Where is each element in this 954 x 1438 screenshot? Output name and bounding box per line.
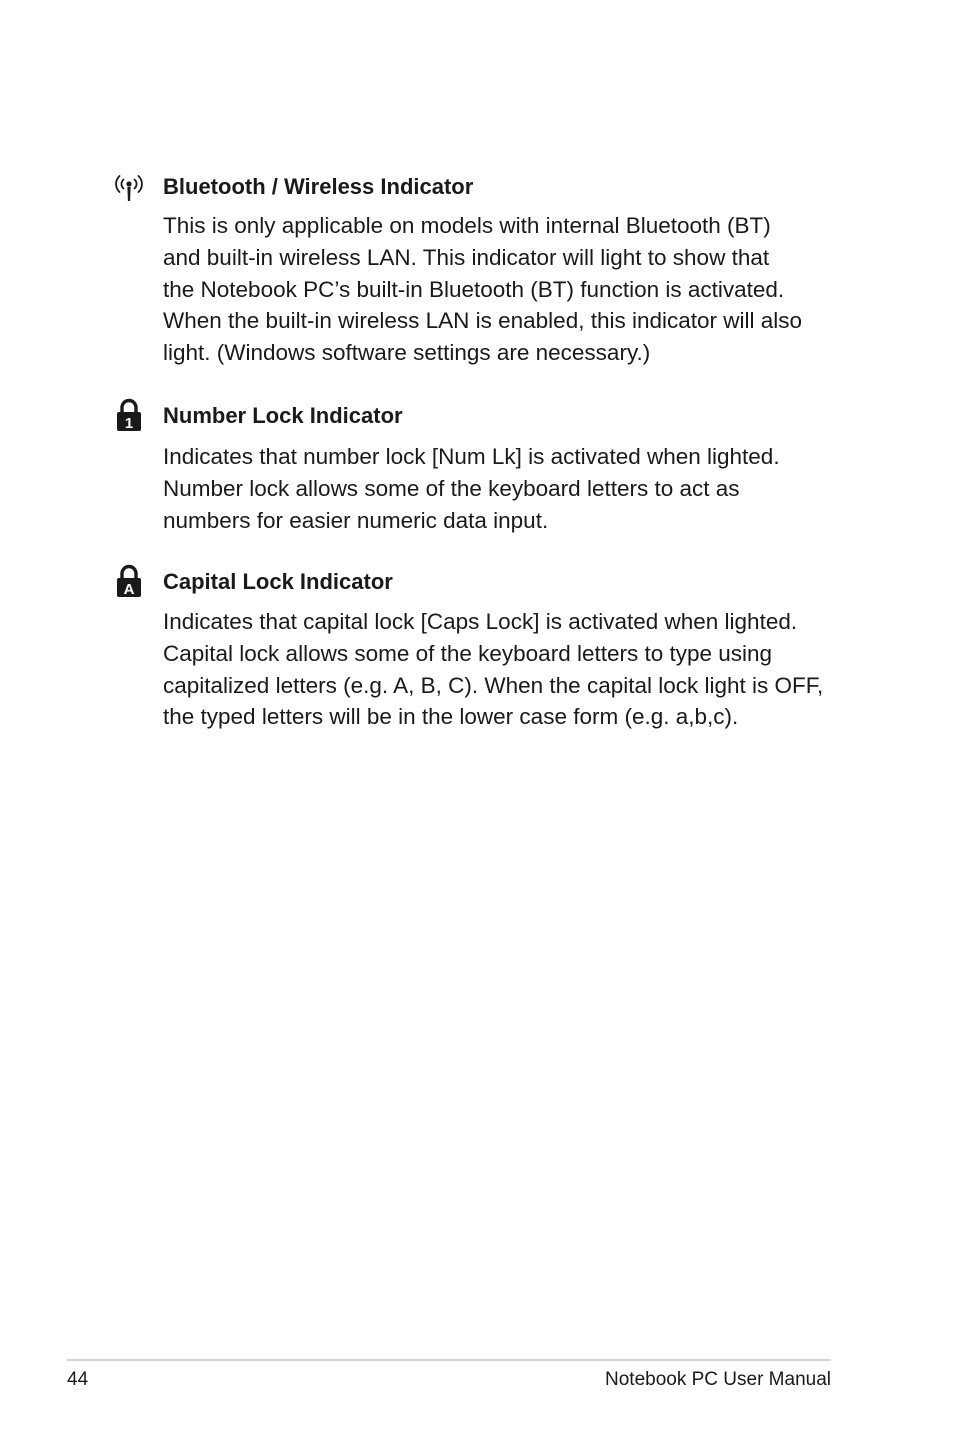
section-title: Bluetooth / Wireless Indicator — [163, 174, 474, 199]
text-line: and built-in wireless LAN. This indicator will light to show that — [163, 244, 770, 270]
text-line: Capital lock allows some of the keyboard letters to type using — [163, 640, 773, 666]
manual-title: Notebook PC User Manual — [605, 1369, 831, 1390]
text-line: Number lock allows some of the keyboard letters to act as — [163, 475, 740, 501]
text-line: Indicates that capital lock [Caps Lock] is activated when lighted. — [163, 609, 798, 634]
text-line: This is only applicable on models with internal Bluetooth (BT) — [163, 213, 771, 238]
section-title: Capital Lock Indicator — [163, 569, 393, 594]
section-title: Number Lock Indicator — [163, 403, 403, 428]
text-line: light. (Windows software settings are necessary.) — [163, 340, 651, 366]
text-line: capitalized letters (e.g. A, B, C). When the capital lock light is OFF, — [163, 672, 824, 698]
footer-divider — [67, 1359, 831, 1361]
text-line: When the built-in wireless LAN is enabled, this indicator will also — [163, 308, 803, 334]
wireless-antenna-icon — [114, 170, 144, 204]
icon-glyph: A — [123, 581, 135, 598]
text-line: the Notebook PC’s built-in Bluetooth (BT) function is activated. — [163, 276, 785, 302]
capital-lock-icon — [114, 564, 144, 598]
text-line: numbers for easier numeric data input. — [163, 507, 549, 533]
number-lock-icon — [114, 398, 144, 432]
section-description — [163, 606, 835, 733]
section-description — [163, 441, 835, 536]
text-line: the typed letters will be in the lower case form (e.g. a,b,c). — [163, 704, 739, 730]
icon-glyph: 1 — [124, 415, 134, 432]
page-number: 44 — [67, 1369, 89, 1390]
section-description — [163, 210, 835, 369]
text-line: Indicates that number lock [Num Lk] is activated when lighted. — [163, 444, 780, 469]
